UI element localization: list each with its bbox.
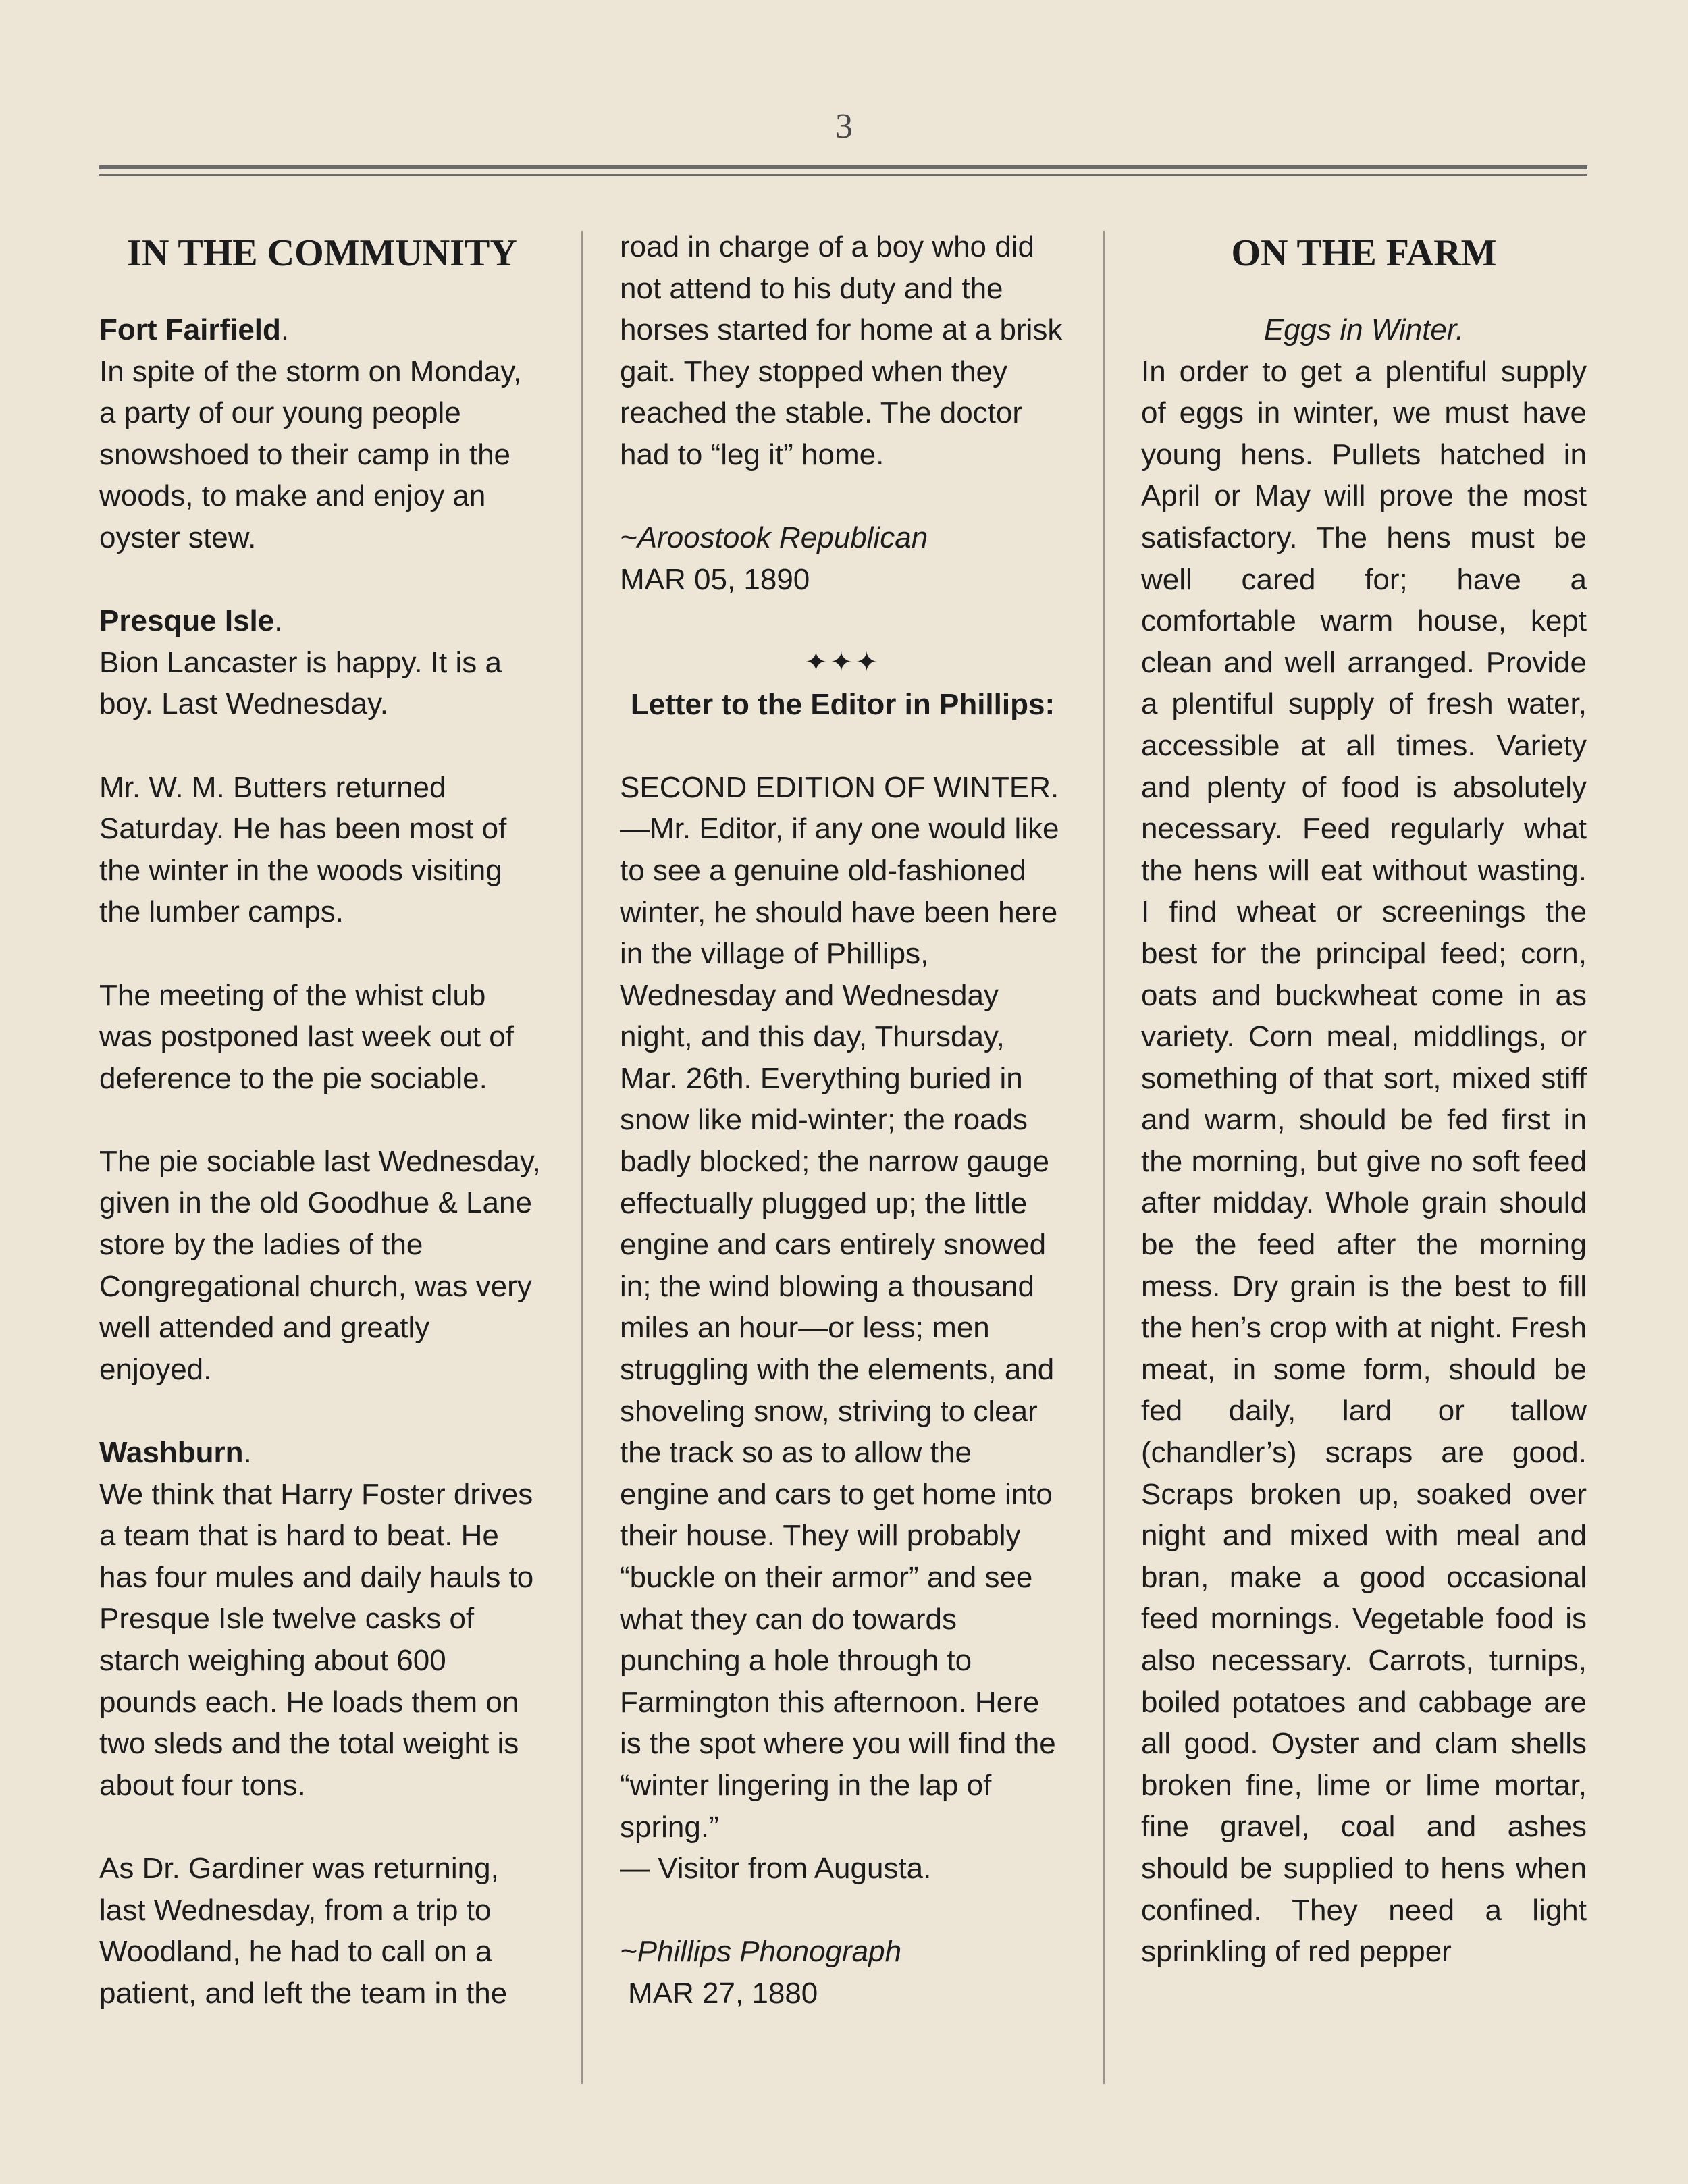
- news-item: We think that Harry Foster drives a team that is hard to beat. He has four mules and daily hauls to Presque Isle twelve casks of starch weighing about 600 pounds each. He loads them on two sleds and the total weight is about four tons.: [99, 1477, 534, 1802]
- town-name: Presque Isle: [99, 604, 275, 638]
- news-item: The pie sociable last Wednesday, given in the old Goodhue & Lane store by the ladies of the Congregational church, was very well attended and greatly enjoyed.: [99, 1144, 541, 1386]
- news-item: Bion Lancaster is happy. It is a boy. Last Wednesday.: [99, 645, 502, 721]
- story-title-text: Eggs in Winter: [1263, 313, 1456, 346]
- header-rule-thick: [99, 165, 1587, 169]
- news-item: As Dr. Gardiner was returning, last Wednesday, from a trip to Woodland, he had to call on a patient, and left the team in the: [99, 1851, 508, 2010]
- news-item: In spite of the storm on Monday, a party of our young people snowshoed to their camp in the woods, to make and enjoy an oyster stew.: [99, 354, 522, 554]
- column-community: [99, 226, 545, 2014]
- town-heading: Fort Fairfield.: [99, 313, 290, 346]
- news-item: Mr. W. M. Butters returned Saturday. He has been most of the winter in the woods visiting the lumber camps.: [99, 770, 507, 929]
- column-letters: [620, 226, 1065, 2015]
- source-date: MAR 05, 1890: [620, 562, 810, 596]
- column-divider-right: [1103, 231, 1105, 2084]
- letter-body: SECOND EDITION OF WINTER.—Mr. Editor, if any one would like to see a genuine old-fashioned winter, he should have been here in the village of Phillips, Wednesday and Wednesday night, and this day, Thursday, Mar. 26th. Everything buried in snow like mid-winter; the roads badly blocked; the narrow gauge effectually plugged up; the little engine and cars entirely snowed in; the wind blowing a thousand miles an hour—or less; men struggling with the elements, and shoveling snow, striving to clear the track so as to allow the engine and cars to get home into their house. They will probably “buckle on their armor” and see what they can do towards punching a hole through to Farmington this afternoon. Here is the spot where you will find the “winter lingering in the lap of spring.”: [620, 770, 1059, 1844]
- section-heading-farm: ON THE FARM: [1231, 232, 1497, 274]
- column-divider-left: [581, 231, 583, 2084]
- page-number: 3: [835, 107, 853, 146]
- story-title: Eggs in Winter.: [1263, 313, 1465, 346]
- farm-article-body: In order to get a plentiful supply of eggs in winter, we must have young hens. Pullets hatched in April or May will prove the most satisfactory. The hens must be well cared for; have a comfortable warm house, kept clean and well arranged. Provide a plentiful supply of fresh water, accessible at all times. Variety and plenty of food is absolutely necessary. Feed regularly what the hens will eat without wasting. I find wheat or screenings the best for the principal feed; corn, oats and buckwheat come in as variety. Corn meal, middlings, or something of that sort, mixed stiff and warm, should be fed first in the morning, but give no soft feed after midday. Whole grain should be the feed after the morning mess. Dry grain is the best to fill the hen’s crop with at night. Fresh meat, in some form, should be fed daily, lard or tallow (chandler’s) scraps are good. Scraps broken up, soaked over night and mixed with meal and bran, make a good occasional feed mornings. Vegetable food is also necessary. Carrots, turnips, boiled potatoes and cabbage are all good. Oyster and clam shells broken fine, lime or lime mortar, fine gravel, coal and ashes should be supplied to hens when confined. They need a light sprinkling of red pepper: [1141, 354, 1587, 1969]
- news-item-continued: road in charge of a boy who did not attend to his duty and the horses started for home at a brisk gait. They stopped when they reached the stable. The doctor had to “leg it” home.: [620, 230, 1063, 471]
- letter-title: Letter to the Editor in Phillips:: [630, 687, 1055, 721]
- town-name: Fort Fairfield: [99, 313, 281, 346]
- column-farm: [1141, 226, 1587, 1973]
- town-name: Washburn: [99, 1436, 244, 1470]
- source-attribution: ~Phillips Phonograph: [620, 1935, 902, 1969]
- section-heading-community: IN THE COMMUNITY: [127, 232, 517, 274]
- ornament-divider: ✦✦✦: [804, 647, 881, 677]
- source-date: MAR 27, 1880: [628, 1976, 818, 2010]
- town-heading: Presque Isle.: [99, 604, 283, 638]
- town-heading: Washburn.: [99, 1436, 252, 1470]
- news-item: The meeting of the whist club was postponed last week out of deference to the pie sociable.: [99, 978, 514, 1095]
- letter-signature: — Visitor from Augusta.: [620, 1852, 932, 1886]
- header-rule-thin: [99, 174, 1587, 176]
- source-attribution: ~Aroostook Republican: [620, 521, 928, 555]
